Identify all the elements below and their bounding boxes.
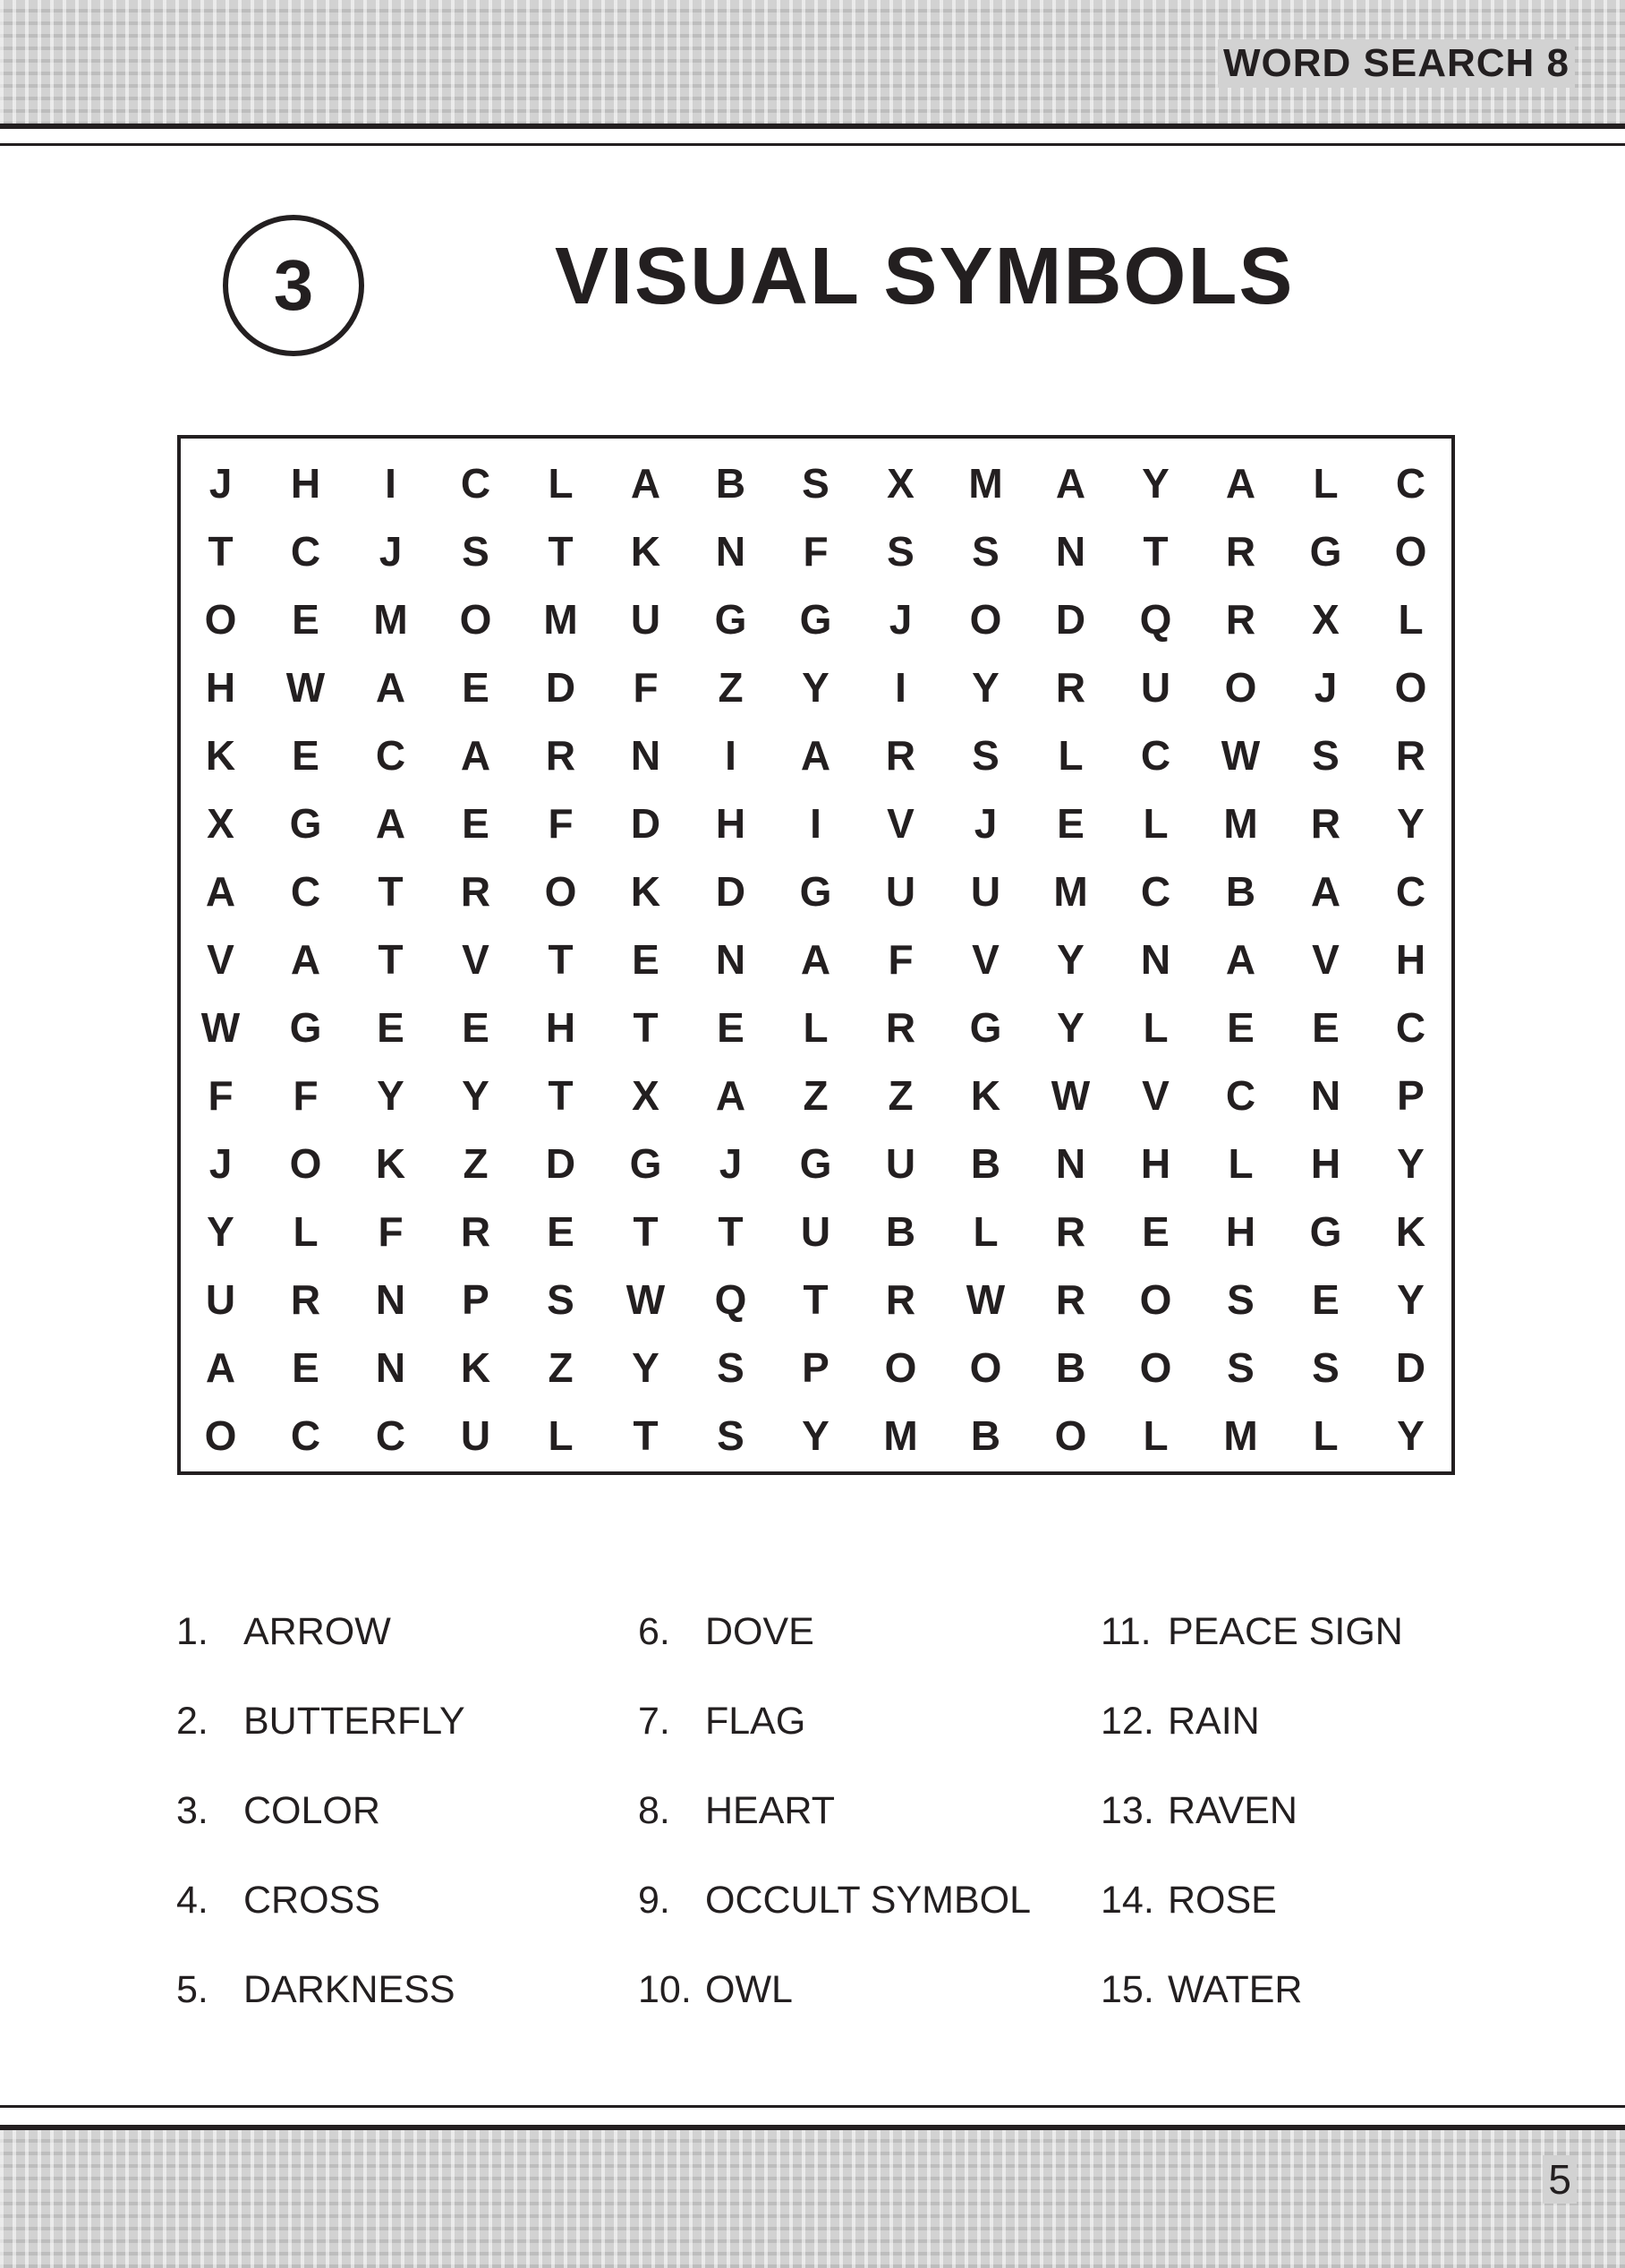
grid-letter: Q [714, 1276, 747, 1323]
grid-letter: V [462, 936, 489, 983]
grid-letter: G [969, 1004, 1002, 1051]
grid-letter: B [970, 1412, 1001, 1459]
grid-letter: A [800, 732, 831, 779]
grid-letter: Y [802, 664, 830, 711]
grid-letter: G [289, 800, 322, 847]
book-section-label: WORD SEARCH 8 [1218, 39, 1575, 88]
grid-letter: M [1053, 868, 1088, 915]
grid-letter: U [630, 596, 661, 643]
grid-letter: J [719, 1140, 743, 1187]
grid-letter: R [1395, 732, 1426, 779]
grid-letter: K [460, 1344, 491, 1391]
grid-letter: A [290, 936, 321, 983]
grid-letter: M [1223, 800, 1258, 847]
word-list-item [176, 1602, 465, 1692]
grid-letter: O [1139, 1276, 1172, 1323]
grid-letter: T [633, 1208, 659, 1255]
grid-letter: E [377, 1004, 404, 1051]
grid-letter: F [803, 528, 829, 575]
grid-letter: A [460, 732, 491, 779]
grid-letter: C [290, 528, 321, 575]
grid-letter: R [1055, 1276, 1086, 1323]
grid-letter: H [290, 460, 321, 507]
word-list-column-3 [1101, 1602, 1403, 2050]
grid-letter: V [972, 936, 1000, 983]
grid-letter: S [1312, 1344, 1340, 1391]
grid-letter: T [378, 936, 404, 983]
grid-letter: A [375, 800, 406, 847]
word-text: RAIN [1168, 1700, 1260, 1743]
word-number: 11. [1101, 1610, 1152, 1653]
grid-letter: X [887, 460, 915, 507]
grid-letter: K [970, 1072, 1001, 1119]
grid-letter: Y [462, 1072, 489, 1119]
footer-divider-thin [0, 2105, 1625, 2108]
grid-letter: I [385, 460, 396, 507]
grid-letter: Z [548, 1344, 574, 1391]
grid-letter: H [1140, 1140, 1171, 1187]
grid-letter: Y [1397, 1276, 1425, 1323]
grid-letter: S [462, 528, 489, 575]
word-list-item [1101, 1781, 1403, 1871]
grid-letter: E [1312, 1004, 1340, 1051]
grid-letter: Y [207, 1208, 234, 1255]
grid-letter: U [460, 1412, 491, 1459]
grid-letter: T [633, 1004, 659, 1051]
word-list-item [638, 1781, 1031, 1871]
grid-letter: J [208, 1140, 233, 1187]
grid-letter: U [205, 1276, 236, 1323]
header-divider-thin [0, 143, 1625, 146]
grid-letter: U [885, 868, 916, 915]
grid-letter: E [292, 596, 319, 643]
word-number: 2. [176, 1700, 208, 1743]
grid-letter: L [1058, 732, 1084, 779]
word-list-item [176, 1871, 465, 1960]
grid-letter: U [970, 868, 1001, 915]
grid-letter: S [972, 732, 1000, 779]
word-list-item [638, 1960, 1031, 2050]
grid-letter: O [544, 868, 577, 915]
grid-letter: A [1055, 460, 1086, 507]
grid-letter: W [1051, 1072, 1091, 1119]
grid-letter: O [1394, 664, 1427, 711]
grid-letter: B [885, 1208, 916, 1255]
grid-letter: M [1223, 1412, 1258, 1459]
grid-letter: A [1310, 868, 1341, 915]
grid-letter: N [1140, 936, 1171, 983]
grid-letter: E [632, 936, 659, 983]
grid-letter: D [545, 1140, 576, 1187]
grid-letter: M [543, 596, 578, 643]
puzzle-number-badge: 3 [223, 215, 364, 356]
grid-letter: R [460, 868, 491, 915]
grid-letter: F [888, 936, 914, 983]
grid-letter: L [1398, 596, 1424, 643]
grid-letter: O [1224, 664, 1257, 711]
grid-letter: M [373, 596, 408, 643]
grid-letter: C [1395, 868, 1426, 915]
grid-letter: D [715, 868, 746, 915]
grid-letter: K [1395, 1208, 1426, 1255]
grid-letter: M [968, 460, 1003, 507]
grid-letter: W [966, 1276, 1006, 1323]
grid-letter: R [1225, 528, 1256, 575]
grid-letter: R [545, 732, 576, 779]
grid-letter: S [717, 1412, 744, 1459]
grid-letter: E [1142, 1208, 1170, 1255]
grid-letter: N [1055, 528, 1086, 575]
grid-letter: S [717, 1344, 744, 1391]
word-number: 12. [1101, 1700, 1154, 1743]
grid-letter: L [1313, 460, 1339, 507]
grid-letter: K [205, 732, 236, 779]
grid-letter: S [1227, 1276, 1255, 1323]
grid-letter: F [633, 664, 659, 711]
grid-letter: L [1143, 800, 1169, 847]
grid-letter: G [289, 1004, 322, 1051]
grid-letter: V [1312, 936, 1340, 983]
grid-letter: C [375, 732, 406, 779]
grid-letter: R [1055, 664, 1086, 711]
grid-letter: O [1139, 1344, 1172, 1391]
grid-letter: C [1225, 1072, 1256, 1119]
grid-letter: A [715, 1072, 746, 1119]
word-list-item [638, 1871, 1031, 1960]
grid-letter: N [715, 528, 746, 575]
grid-letter: K [630, 528, 661, 575]
grid-letter: H [1310, 1140, 1341, 1187]
grid-letter: S [547, 1276, 574, 1323]
grid-letter: J [208, 460, 233, 507]
grid-letter: G [799, 1140, 832, 1187]
grid-letter: P [1397, 1072, 1425, 1119]
grid-letter: C [290, 1412, 321, 1459]
grid-letter: T [633, 1412, 659, 1459]
grid-letter: S [1227, 1344, 1255, 1391]
grid-letter: J [1314, 664, 1338, 711]
word-text: DARKNESS [243, 1968, 455, 2011]
word-text: OWL [705, 1968, 793, 2011]
grid-letter: S [972, 528, 1000, 575]
word-list-item [1101, 1602, 1403, 1692]
word-number: 1. [176, 1610, 208, 1653]
grid-letter: E [1227, 1004, 1255, 1051]
grid-letter: D [545, 664, 576, 711]
grid-letter: N [1310, 1072, 1341, 1119]
grid-letter: O [884, 1344, 917, 1391]
grid-letter: H [1225, 1208, 1256, 1255]
word-number: 9. [638, 1879, 670, 1922]
grid-letter: O [1394, 528, 1427, 575]
grid-letter: V [207, 936, 234, 983]
grid-letter: Q [1139, 596, 1172, 643]
grid-letter: W [625, 1276, 666, 1323]
grid-letter: Y [972, 664, 1000, 711]
grid-letter: N [715, 936, 746, 983]
grid-letter: P [462, 1276, 489, 1323]
grid-letter: A [205, 1344, 236, 1391]
word-number: 13. [1101, 1789, 1154, 1832]
grid-letter: C [1395, 1004, 1426, 1051]
grid-letter: Y [1057, 1004, 1085, 1051]
word-list-item [176, 1692, 465, 1781]
word-list-column-1 [176, 1602, 465, 2050]
grid-letter: B [1225, 868, 1256, 915]
grid-letter: N [375, 1276, 406, 1323]
grid-letter: N [375, 1344, 406, 1391]
grid-letter: E [547, 1208, 574, 1255]
word-number: 14. [1101, 1879, 1154, 1922]
grid-letter: X [1312, 596, 1340, 643]
grid-letter: L [1143, 1412, 1169, 1459]
grid-letter: Y [1057, 936, 1085, 983]
grid-letter: E [717, 1004, 744, 1051]
page-number: 5 [1543, 2155, 1577, 2204]
word-list-item [1101, 1871, 1403, 1960]
grid-letter: L [973, 1208, 999, 1255]
word-text: PEACE SIGN [1168, 1610, 1403, 1653]
grid-letter: F [293, 1072, 319, 1119]
grid-letter: F [208, 1072, 234, 1119]
grid-letter: O [969, 1344, 1002, 1391]
grid-letter: J [889, 596, 913, 643]
grid-letter: U [800, 1208, 831, 1255]
grid-letter: Z [888, 1072, 914, 1119]
grid-letter: L [1313, 1412, 1339, 1459]
grid-letter: W [200, 1004, 241, 1051]
grid-letter: I [895, 664, 906, 711]
grid-letter: G [1309, 1208, 1342, 1255]
grid-letter: O [204, 1412, 237, 1459]
grid-letter: A [800, 936, 831, 983]
grid-letter: J [974, 800, 998, 847]
grid-letter: Y [1397, 1412, 1425, 1459]
grid-letter: C [290, 868, 321, 915]
grid-letter: K [375, 1140, 406, 1187]
grid-letter: G [799, 596, 832, 643]
grid-letter: E [292, 732, 319, 779]
grid-letter: W [285, 664, 326, 711]
footer-pattern-band [0, 2130, 1625, 2268]
grid-letter: Y [1397, 1140, 1425, 1187]
word-text: FLAG [705, 1700, 806, 1743]
grid-letter: S [887, 528, 915, 575]
grid-letter: T [1143, 528, 1169, 575]
grid-letter: E [1312, 1276, 1340, 1323]
grid-letter: H [1395, 936, 1426, 983]
grid-letter: E [1057, 800, 1085, 847]
grid-letter: R [1225, 596, 1256, 643]
grid-letter: Z [463, 1140, 489, 1187]
grid-letter: A [1225, 460, 1256, 507]
word-list-item [638, 1602, 1031, 1692]
grid-letter: X [207, 800, 234, 847]
grid-letter: B [1055, 1344, 1086, 1391]
grid-letter: R [885, 732, 916, 779]
word-list-item [176, 1960, 465, 2050]
grid-letter: F [378, 1208, 404, 1255]
grid-letter: O [459, 596, 492, 643]
grid-letter: R [290, 1276, 321, 1323]
grid-letter: C [375, 1412, 406, 1459]
grid-letter: Y [802, 1412, 830, 1459]
letter-grid [178, 449, 1453, 1470]
word-text: OCCULT SYMBOL [705, 1879, 1031, 1922]
word-text: CROSS [243, 1879, 380, 1922]
grid-letter: G [714, 596, 747, 643]
grid-letter: L [548, 460, 574, 507]
word-list-item [1101, 1692, 1403, 1781]
grid-letter: C [1140, 868, 1171, 915]
grid-letter: C [1140, 732, 1171, 779]
grid-letter: B [715, 460, 746, 507]
grid-letter: K [630, 868, 661, 915]
grid-letter: O [204, 596, 237, 643]
grid-letter: Y [1397, 800, 1425, 847]
grid-letter: T [378, 868, 404, 915]
grid-letter: P [802, 1344, 830, 1391]
grid-letter: U [1140, 664, 1171, 711]
header-divider-thick [0, 124, 1625, 129]
grid-letter: R [1310, 800, 1341, 847]
word-text: ROSE [1168, 1879, 1277, 1922]
word-number: 7. [638, 1700, 670, 1743]
grid-letter: E [462, 664, 489, 711]
grid-letter: N [630, 732, 661, 779]
grid-letter: O [1054, 1412, 1087, 1459]
grid-letter: O [969, 596, 1002, 643]
grid-letter: Z [718, 664, 744, 711]
word-list-column-2 [638, 1602, 1031, 2050]
word-text: WATER [1168, 1968, 1303, 2011]
grid-letter: A [205, 868, 236, 915]
grid-letter: Y [377, 1072, 404, 1119]
puzzle-title: VISUAL SYMBOLS [555, 232, 1295, 321]
word-number: 15. [1101, 1968, 1154, 2011]
grid-letter: R [1055, 1208, 1086, 1255]
word-text: RAVEN [1168, 1789, 1297, 1832]
grid-letter: T [548, 1072, 574, 1119]
grid-letter: T [548, 528, 574, 575]
grid-letter: A [375, 664, 406, 711]
grid-letter: W [1221, 732, 1261, 779]
grid-letter: S [802, 460, 830, 507]
word-text: HEART [705, 1789, 835, 1832]
grid-letter: D [630, 800, 661, 847]
grid-letter: L [1143, 1004, 1169, 1051]
grid-letter: A [1225, 936, 1256, 983]
grid-letter: Y [632, 1344, 659, 1391]
grid-letter: R [885, 1276, 916, 1323]
grid-letter: A [630, 460, 661, 507]
grid-letter: J [379, 528, 403, 575]
grid-letter: H [545, 1004, 576, 1051]
word-text: ARROW [243, 1610, 391, 1653]
word-list-item [638, 1692, 1031, 1781]
grid-letter: L [1228, 1140, 1254, 1187]
grid-letter: C [460, 460, 491, 507]
grid-letter: X [632, 1072, 659, 1119]
grid-letter: G [799, 868, 832, 915]
grid-letter: H [715, 800, 746, 847]
grid-letter: T [548, 936, 574, 983]
grid-letter: T [803, 1276, 829, 1323]
grid-letter: V [1142, 1072, 1170, 1119]
grid-letter: T [208, 528, 234, 575]
grid-letter: G [1309, 528, 1342, 575]
word-list-item [176, 1781, 465, 1871]
word-number: 10. [638, 1968, 692, 2011]
grid-letter: L [293, 1208, 319, 1255]
grid-letter: O [289, 1140, 322, 1187]
grid-letter: U [885, 1140, 916, 1187]
grid-letter: F [548, 800, 574, 847]
word-number: 6. [638, 1610, 670, 1653]
grid-letter: Z [803, 1072, 829, 1119]
word-number: 3. [176, 1789, 208, 1832]
grid-letter: I [725, 732, 736, 779]
word-text: BUTTERFLY [243, 1700, 465, 1743]
grid-letter: Y [1142, 460, 1170, 507]
grid-letter: G [629, 1140, 662, 1187]
grid-letter: R [885, 1004, 916, 1051]
grid-letter: T [718, 1208, 744, 1255]
grid-letter: D [1395, 1344, 1426, 1391]
word-number: 5. [176, 1968, 208, 2011]
grid-letter: E [462, 800, 489, 847]
grid-letter: L [548, 1412, 574, 1459]
grid-letter: E [462, 1004, 489, 1051]
grid-letter: L [803, 1004, 829, 1051]
word-text: DOVE [705, 1610, 814, 1653]
grid-letter: C [1395, 460, 1426, 507]
word-list-item [1101, 1960, 1403, 2050]
word-number: 4. [176, 1879, 208, 1922]
grid-letter: V [887, 800, 915, 847]
grid-letter: B [970, 1140, 1001, 1187]
grid-letter: S [1312, 732, 1340, 779]
grid-letter: H [205, 664, 236, 711]
grid-letter: I [810, 800, 821, 847]
grid-letter: E [292, 1344, 319, 1391]
grid-letter: M [883, 1412, 918, 1459]
word-number: 8. [638, 1789, 670, 1832]
grid-letter: N [1055, 1140, 1086, 1187]
grid-letter: R [460, 1208, 491, 1255]
grid-letter: D [1055, 596, 1086, 643]
word-text: COLOR [243, 1789, 380, 1832]
